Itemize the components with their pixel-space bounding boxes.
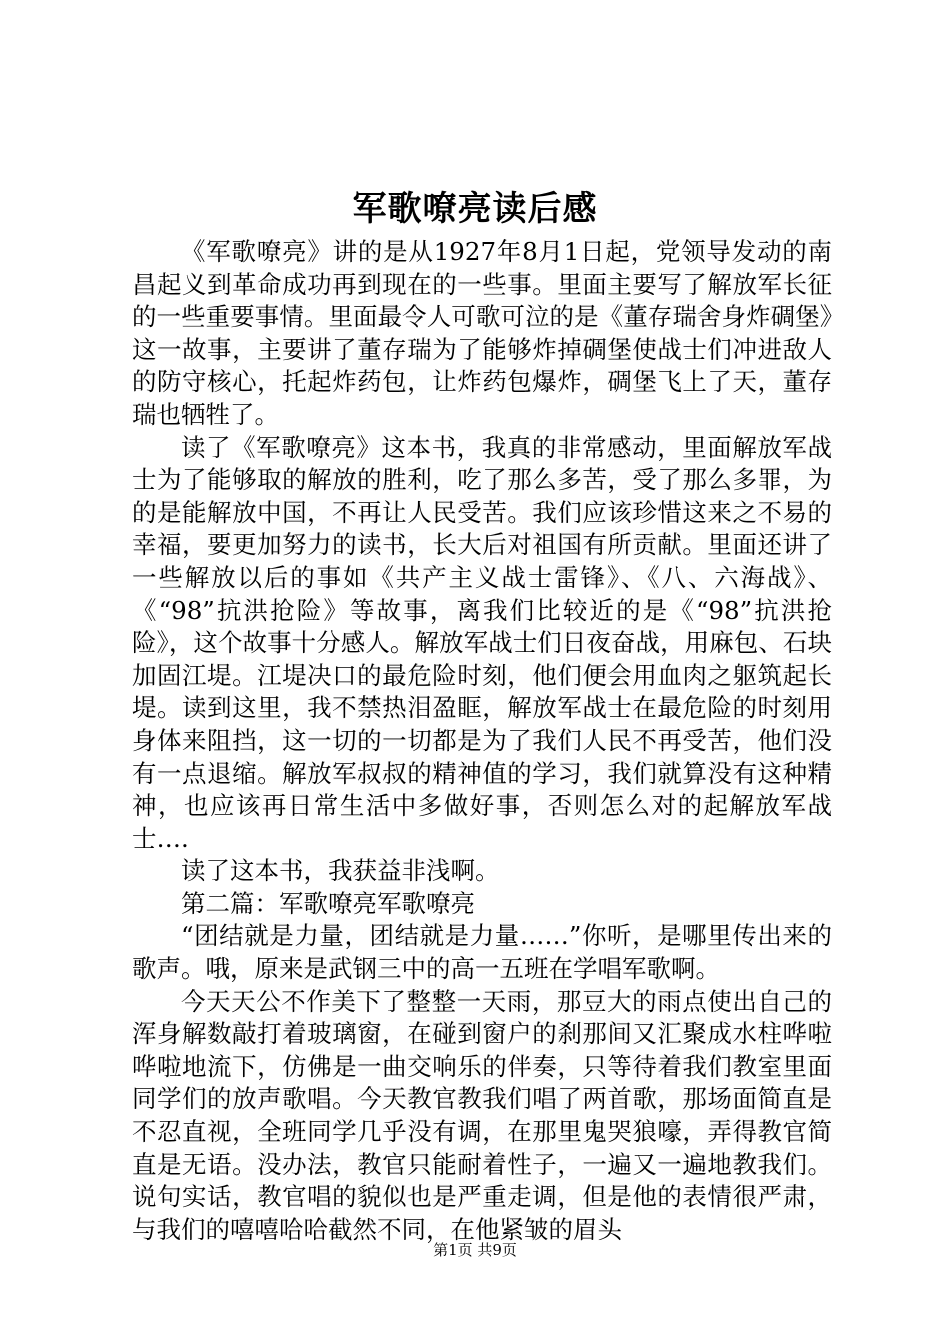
paragraph: 今天天公不作美下了整整一天雨，那豆大的雨点使出自己的浑身解数敲打着玻璃窗，在碰到窗户的刹那间又汇聚成水柱哗啦哗啦地流下，仿佛是一曲交响乐的伴奏，只等待着我们教室里面同学们的放声歌唱。今天教官教我们唱了两首歌，那场面简直是不忍直视，全班同学几乎没有调，在那里鬼哭狼嚎，弄得教官简直是无语。没办法，教官只能耐着性子，一遍又一遍地教我们。说句实话，教官唱的貌似也是严重走调，但是他的表情很严肃，与我们的嘻嘻哈哈截然不同，在他紧皱的眉头 (132, 986, 832, 1244)
paragraph: “团结就是力量，团结就是力量……”你听，是哪里传出来的歌声。哦，原来是武钢三中的高一五班在学唱军歌啊。 (132, 921, 832, 984)
paragraph: 读了这本书，我获益非浅啊。 (181, 856, 500, 886)
paragraph: 读了《军歌嘹亮》这本书，我真的非常感动，里面解放军战士为了能够取的解放的胜利，吃了那么多苦，受了那么多罪，为的是能解放中国，不再让人民受苦。我们应该珍惜这来之不易的幸福，要更加努力的读书，长大后对祖国有所贡献。里面还讲了一些解放以后的事如《共产主义战士雷锋》、《八、六海战》、《“98”抗洪抢险》等故事，离我们比较近的是《“98”抗洪抢险》，这个故事十分感人。解放军战士们日夜奋战，用麻包、石块加固江堤。江堤决口的最危险时刻，他们便会用血肉之躯筑起长堤。读到这里，我不禁热泪盈眶，解放军战士在最危险的时刻用身体来阻挡，这一切的一切都是为了我们人民不再受苦，他们没有一点退缩。解放军叔叔的精神值的学习，我们就算没有这种精神，也应该再日常生活中多做好事，否则怎么对的起解放军战士…. (132, 432, 832, 853)
paragraph: 《军歌嘹亮》讲的是从1927年8月1日起，党领导发动的南昌起义到革命成功再到现在的一些事。里面主要写了解放军长征的一些重要事情。里面最令人可歌可泣的是《董存瑞舍身炸碉堡》这一故事，主要讲了董存瑞为了能够炸掉碉堡使战士们冲进敌人的防守核心，托起炸药包，让炸药包爆炸，碉堡飞上了天，董存瑞也牺牲了。 (132, 237, 832, 429)
page-footer: 第1页 共9页 (433, 1241, 517, 1259)
document-title: 军歌嘹亮读后感 (352, 189, 598, 229)
document-body (132, 236, 832, 1246)
paragraph: 第二篇：军歌嘹亮军歌嘹亮 (181, 888, 475, 918)
